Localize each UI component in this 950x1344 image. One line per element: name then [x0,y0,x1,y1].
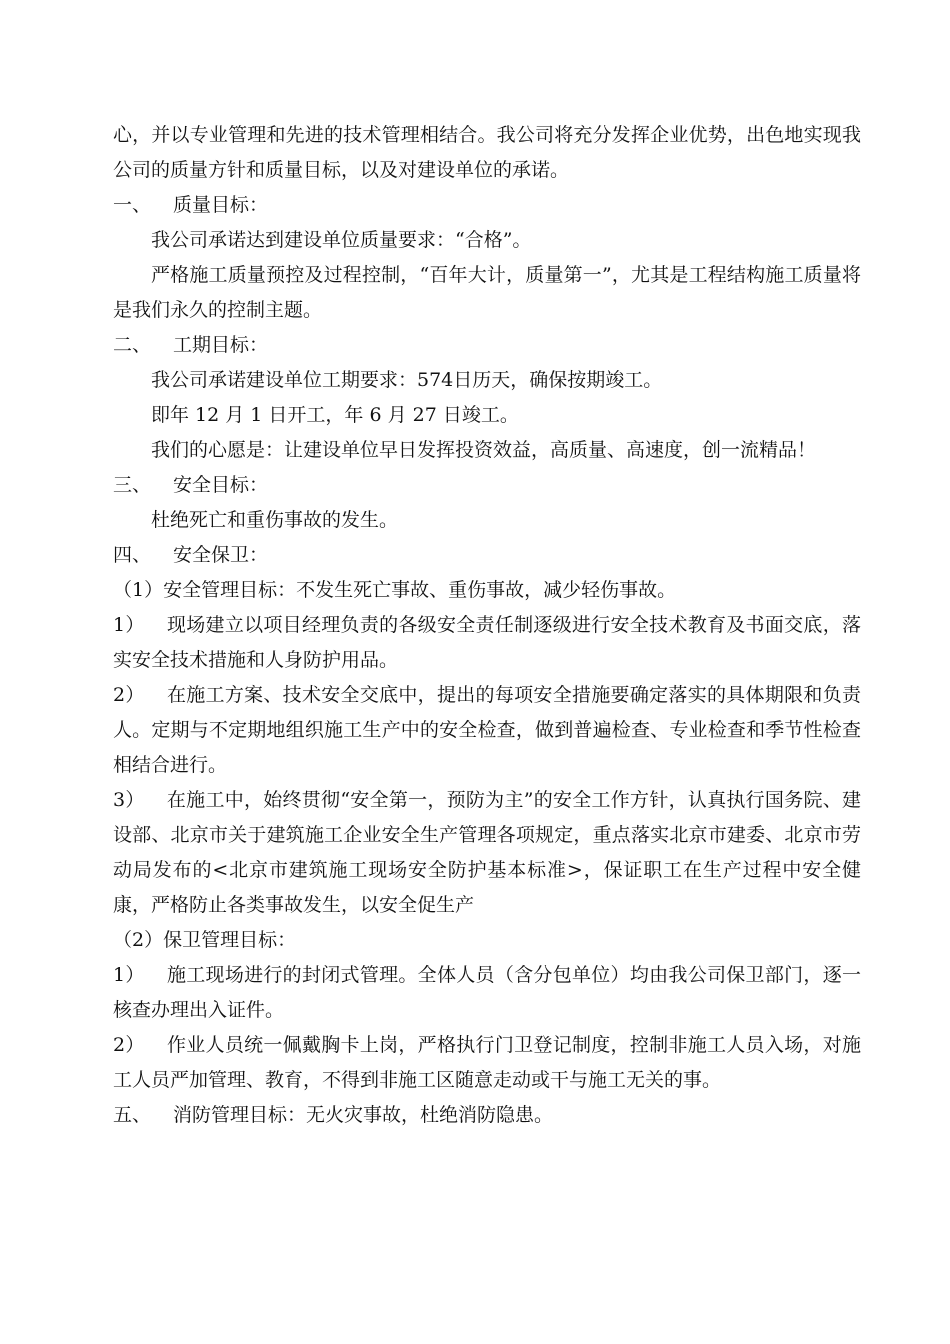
item-text: 作业人员统一佩戴胸卡上岗，严格执行门卫登记制度，控制非施工人员入场，对施工人员严加管理、教育，不得到非施工区随意走动或干与施工无关的事。 [113,1034,861,1091]
section-heading-quality [113,188,861,223]
safety-goal: 杜绝死亡和重伤事故的发生。 [151,509,399,531]
section-heading-security [113,538,861,573]
intro-paragraph: 心，并以专业管理和先进的技术管理相结合。我公司将充分发挥企业优势，出色地实现我公司的质量方针和质量目标，以及对建设单位的承诺。 [113,124,861,181]
section-heading-schedule [113,328,861,363]
section-title: 安全保卫： [173,544,269,566]
list-item [113,1028,861,1098]
section-number: 三、 [113,474,152,496]
item-text: 施工现场进行的封闭式管理。全体人员（含分包单位）均由我公司保卫部门，逐一核查办理出入证件。 [113,964,861,1021]
section-title: 消防管理目标：无火灾事故，杜绝消防隐患。 [173,1104,554,1126]
section-title: 工期目标： [173,334,269,356]
schedule-commitment: 我公司承诺建设单位工期要求：574日历天，确保按期竣工。 [151,369,663,391]
item-number: 2） [113,684,145,706]
item-text: 现场建立以项目经理负责的各级安全责任制逐级进行安全技术教育及书面交底，落实安全技术措施和人身防护用品。 [113,614,861,671]
item-number: 1） [113,614,145,636]
item-number: 2） [113,1034,145,1056]
section-heading-fire [113,1098,861,1133]
section-number: 二、 [113,334,152,356]
item-text: 在施工方案、技术安全交底中，提出的每项安全措施要确定落实的具体期限和负责人。定期与不定期地组织施工生产中的安全检查，做到普遍检查、专业检查和季节性检查相结合进行。 [113,684,861,776]
quality-control-paragraph: 严格施工质量预控及过程控制，“百年大计，质量第一”，尤其是工程结构施工质量将是我们永久的控制主题。 [113,264,861,321]
list-item [113,958,861,1028]
section-title: 安全目标： [173,474,269,496]
section-number: 四、 [113,544,152,566]
quality-commitment: 我公司承诺达到建设单位质量要求：“合格”。 [151,229,532,251]
item-text: 在施工中，始终贯彻“安全第一，预防为主”的安全工作方针，认真执行国务院、建设部、北京市关于建筑施工企业安全生产管理各项规定，重点落实北京市建委、北京市劳动局发布的<北京市建筑施工现场安全防护基本标准>，保证职工在生产过程中安全健康，严格防止各类事故发生，以安全促生产 [113,789,862,916]
security-management-subheading: （2）保卫管理目标： [113,929,297,951]
schedule-dates: 即年 12 月 1 日开工，年 6 月 27 日竣工。 [151,404,519,426]
section-heading-safety [113,468,861,503]
document-body [113,118,861,1133]
list-item [113,608,861,678]
list-item [113,783,861,923]
section-number: 五、 [113,1104,152,1126]
list-item [113,678,861,783]
section-number: 一、 [113,194,152,216]
item-number: 3） [113,789,145,811]
section-title: 质量目标： [173,194,269,216]
item-number: 1） [113,964,145,986]
wish-paragraph: 我们的心愿是：让建设单位早日发挥投资效益，高质量、高速度，创一流精品！ [151,439,817,461]
safety-management-subheading: （1）安全管理目标：不发生死亡事故、重伤事故，减少轻伤事故。 [113,579,677,601]
